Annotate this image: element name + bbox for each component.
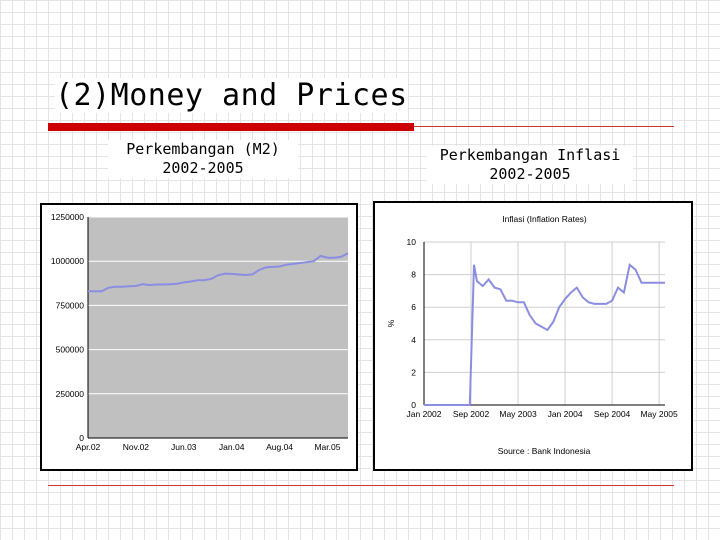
x-tick-label: Nov.02 xyxy=(122,442,150,452)
left-subtitle-line-2: 2002-2005 xyxy=(162,159,244,177)
y-tick-label: 2 xyxy=(411,367,416,378)
y-tick-label: 0 xyxy=(411,400,416,410)
series-line xyxy=(424,265,665,405)
left-chart-subtitle xyxy=(108,140,298,178)
y-tick-label: 10 xyxy=(406,237,416,247)
slide-title: (2)Money and Prices xyxy=(55,78,408,113)
y-tick-label: 4 xyxy=(411,334,416,345)
y-tick-label: 1000000 xyxy=(50,256,84,267)
y-tick-label: 6 xyxy=(411,302,416,313)
m2-chart xyxy=(42,205,356,469)
y-tick-label: 750000 xyxy=(55,300,84,311)
x-tick-label: Jan 2004 xyxy=(547,409,583,419)
chart-title: Inflasi (Inflation Rates) xyxy=(502,214,587,224)
y-tick-label: 250000 xyxy=(55,388,84,399)
title-divider-line xyxy=(414,126,674,127)
y-tick-label: 1250000 xyxy=(50,212,84,222)
x-tick-label: May 2005 xyxy=(640,409,678,419)
plot-area xyxy=(88,217,348,438)
y-tick-label: 8 xyxy=(411,269,416,280)
x-tick-label: Aug.04 xyxy=(266,442,294,452)
right-chart-subtitle xyxy=(427,146,633,184)
right-subtitle-line-2: 2002-2005 xyxy=(489,165,571,183)
left-subtitle-line-1: Perkembangan (M2) xyxy=(126,140,280,158)
y-tick-label: 0 xyxy=(79,433,84,443)
x-tick-label: Jan.04 xyxy=(218,442,245,452)
y-axis-label: % xyxy=(386,319,396,328)
source-note: Source : Bank Indonesia xyxy=(497,446,591,456)
x-tick-label: May 2003 xyxy=(499,409,537,419)
x-tick-label: Jun.03 xyxy=(171,442,197,452)
x-tick-label: Sep 2004 xyxy=(593,409,631,419)
x-tick-label: Jan 2002 xyxy=(406,409,442,419)
footer-divider-line xyxy=(48,485,674,486)
x-tick-label: Apr.02 xyxy=(75,442,101,452)
x-tick-label: Sep 2002 xyxy=(452,409,490,419)
m2-chart-frame xyxy=(40,203,358,471)
inflation-chart xyxy=(375,203,691,469)
y-tick-label: 500000 xyxy=(55,344,84,355)
x-tick-label: Mar.05 xyxy=(314,442,341,452)
inflation-chart-frame xyxy=(373,201,693,471)
right-subtitle-line-1: Perkembangan Inflasi xyxy=(439,146,621,164)
title-accent-bar xyxy=(48,123,414,131)
